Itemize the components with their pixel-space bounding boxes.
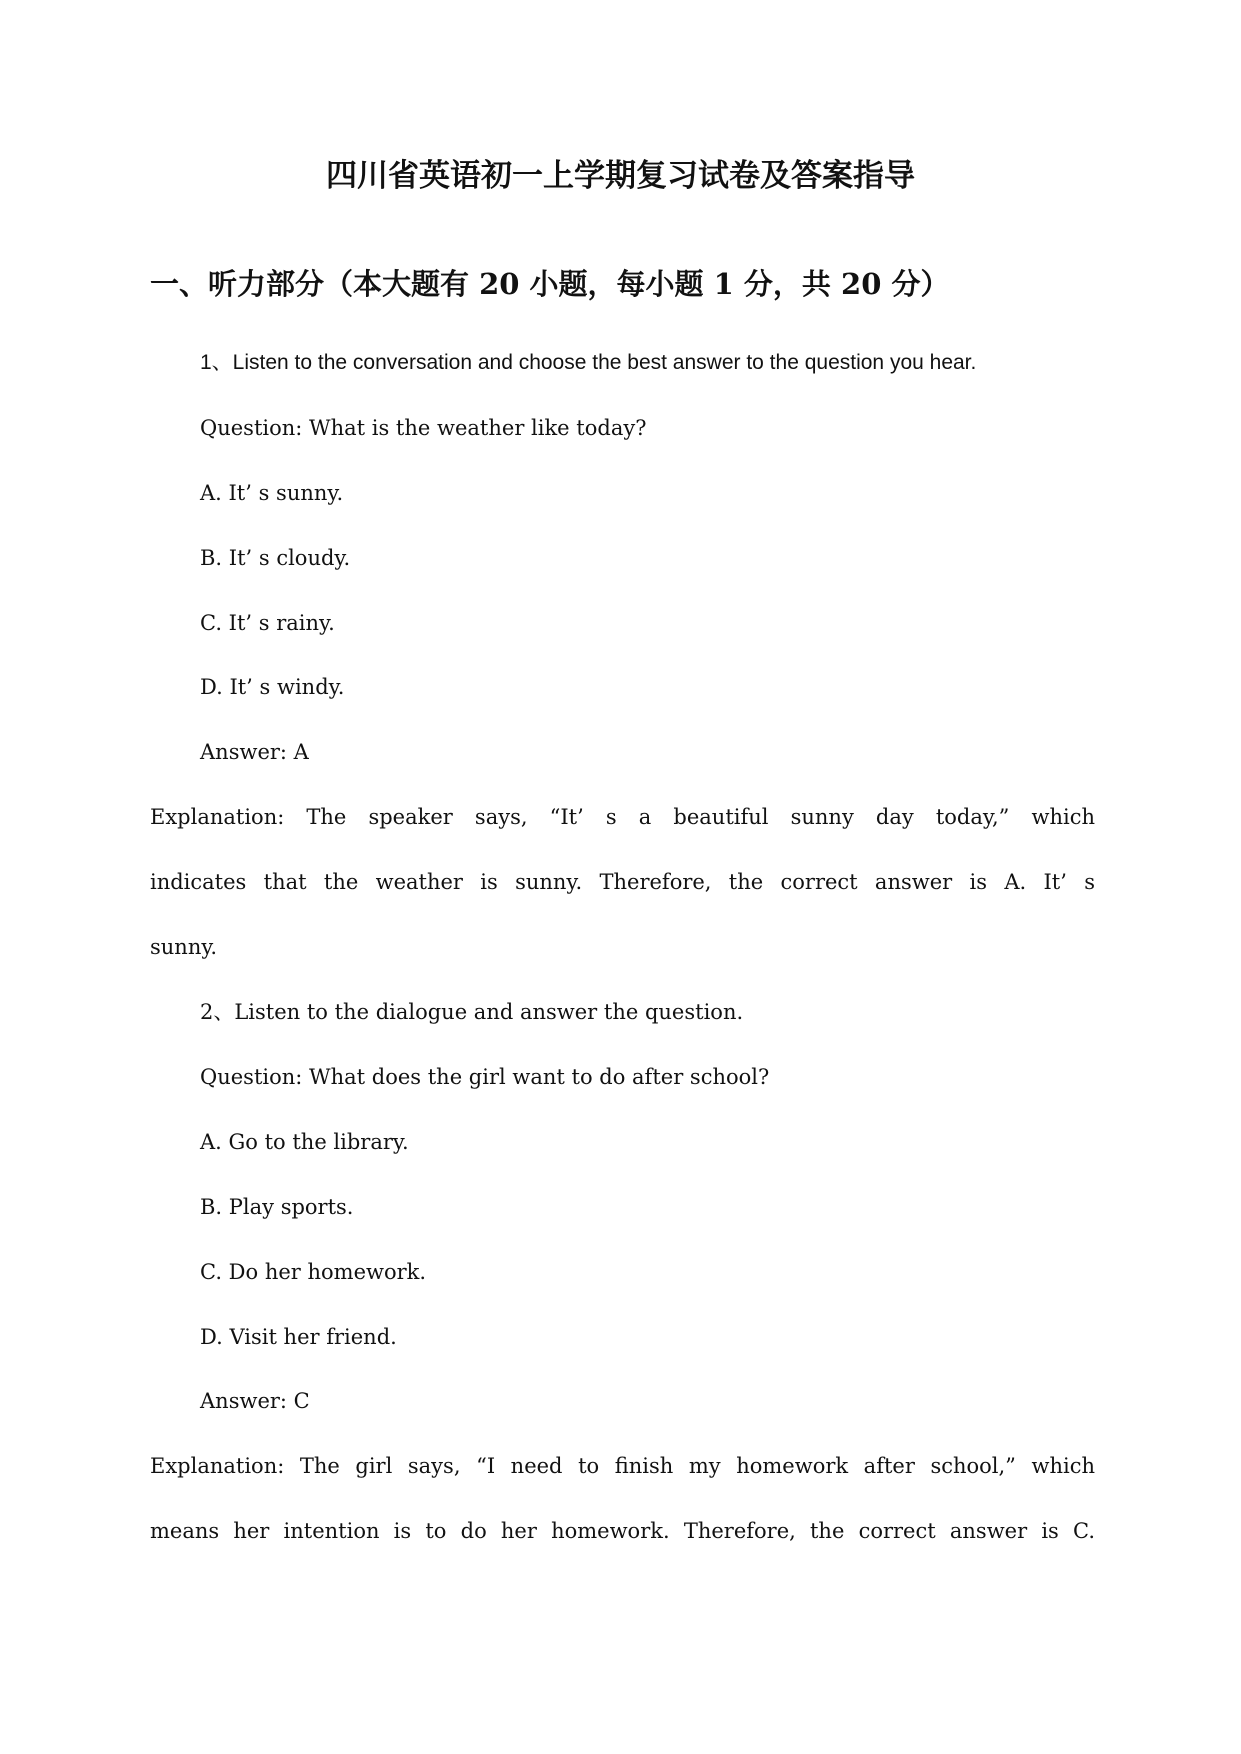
- question-2-text: Question: What does the girl want to do after school?: [200, 1065, 770, 1089]
- question-1-explanation-line-2: indicates that the weather is sunny. Therefore, the correct answer is A. It’ s: [150, 870, 1095, 894]
- question-1-answer: Answer: A: [200, 740, 309, 764]
- question-1-prompt: 1、Listen to the conversation and choose the best answer to the question you hear.: [200, 351, 977, 374]
- question-2-option-a: A. Go to the library.: [200, 1130, 409, 1154]
- question-2-option-b: B. Play sports.: [200, 1195, 354, 1219]
- question-2-prompt: 2、Listen to the dialogue and answer the question.: [200, 1000, 744, 1024]
- question-1-option-d: D. It’ s windy.: [200, 675, 345, 699]
- question-2-option-d: D. Visit her friend.: [200, 1325, 397, 1349]
- question-1-explanation-line-1: Explanation: The speaker says, “It’ s a beautiful sunny day today,” which: [150, 805, 1095, 829]
- question-1-option-a: A. It’ s sunny.: [200, 481, 344, 505]
- question-2-answer: Answer: C: [200, 1389, 310, 1413]
- question-1-explanation-line-3: sunny.: [150, 935, 218, 959]
- document-title: 四川省英语初一上学期复习试卷及答案指导: [326, 158, 915, 194]
- question-2-explanation-line-2: means her intention is to do her homework. Therefore, the correct answer is C.: [150, 1519, 1095, 1543]
- question-1-option-b: B. It’ s cloudy.: [200, 546, 351, 570]
- section-heading-listening: 一、听力部分（本大题有 20 小题，每小题 1 分，共 20 分）: [150, 267, 950, 301]
- question-1-text: Question: What is the weather like today?: [200, 416, 647, 440]
- question-2-option-c: C. Do her homework.: [200, 1260, 427, 1284]
- question-2-explanation-line-1: Explanation: The girl says, “I need to finish my homework after school,” which: [150, 1454, 1095, 1478]
- question-1-option-c: C. It’ s rainy.: [200, 611, 335, 635]
